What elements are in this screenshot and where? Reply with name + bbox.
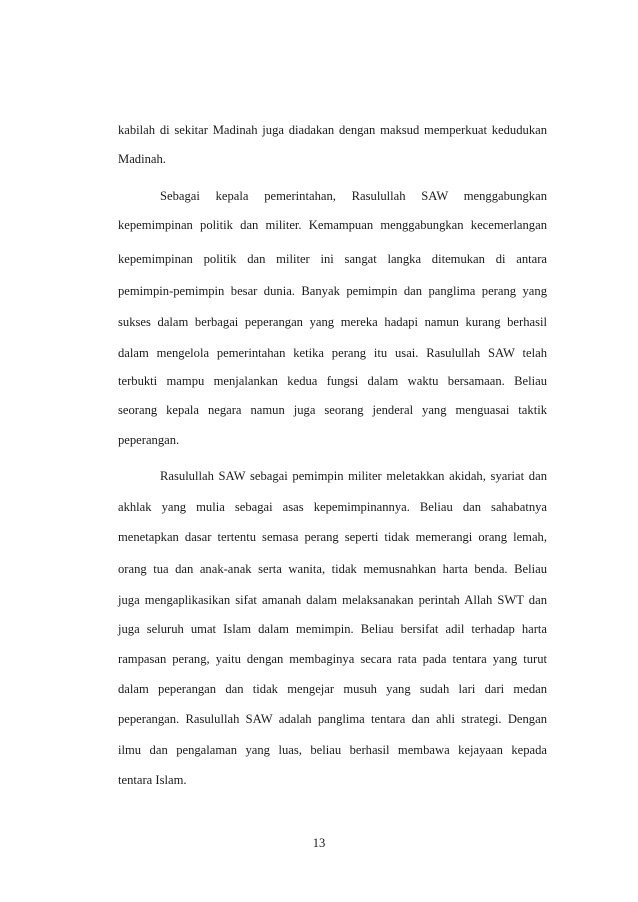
paragraph-2-line-7: terbukti mampu menjalankan kedua fungsi dalam waktu bersamaan. Beliau	[118, 374, 547, 388]
paragraph-3-line-4: orang tua dan anak-anak serta wanita, tidak memusnahkan harta benda. Beliau	[118, 562, 547, 576]
paragraph-2-line-6: dalam mengelola pemerintahan ketika perang itu usai. Rasulullah SAW telah	[118, 346, 547, 360]
paragraph-3-line-1: Rasulullah SAW sebagai pemimpin militer meletakkan akidah, syariat dan	[160, 469, 547, 483]
paragraph-2-line-2: kepemimpinan politik dan militer. Kemampuan menggabungkan kecemerlangan	[118, 218, 547, 232]
paragraph-2-line-9: peperangan.	[118, 433, 180, 447]
paragraph-3-line-8: dalam peperangan dan tidak mengejar musuh yang sudah lari dari medan	[118, 682, 547, 696]
paragraph-1-line-2: Madinah.	[118, 152, 166, 166]
paragraph-3-line-2: akhlak yang mulia sebagai asas kepemimpinannya. Beliau dan sahabatnya	[118, 500, 547, 514]
paragraph-2-line-8: seorang kepala negara namun juga seorang jenderal yang menguasai taktik	[118, 403, 547, 417]
paragraph-2-line-3: kepemimpinan politik dan militer ini sangat langka ditemukan di antara	[118, 252, 547, 266]
paragraph-3-line-3: menetapkan dasar tertentu semasa perang seperti tidak memerangi orang lemah,	[118, 530, 547, 544]
paragraph-2-line-1: Sebagai kepala pemerintahan, Rasulullah SAW menggabungkan	[160, 189, 547, 203]
paragraph-3-line-6: juga seluruh umat Islam dalam memimpin. Beliau bersifat adil terhadap harta	[118, 622, 547, 636]
paragraph-3-line-7: rampasan perang, yaitu dengan membaginya secara rata pada tentara yang turut	[118, 652, 547, 666]
paragraph-2-line-4: pemimpin-pemimpin besar dunia. Banyak pemimpin dan panglima perang yang	[118, 284, 547, 298]
paragraph-1-line-1: kabilah di sekitar Madinah juga diadakan dengan maksud memperkuat kedudukan	[118, 123, 547, 137]
paragraph-3-line-5: juga mengaplikasikan sifat amanah dalam melaksanakan perintah Allah SWT dan	[118, 593, 547, 607]
page-number: 13	[312, 836, 326, 850]
paragraph-3-line-9: peperangan. Rasulullah SAW adalah panglima tentara dan ahli strategi. Dengan	[118, 712, 547, 726]
paragraph-3-line-10: ilmu dan pengalaman yang luas, beliau berhasil membawa kejayaan kepada	[118, 743, 547, 757]
paragraph-2-line-5: sukses dalam berbagai peperangan yang mereka hadapi namun kurang berhasil	[118, 315, 547, 329]
paragraph-3-line-11: tentara Islam.	[118, 773, 187, 787]
